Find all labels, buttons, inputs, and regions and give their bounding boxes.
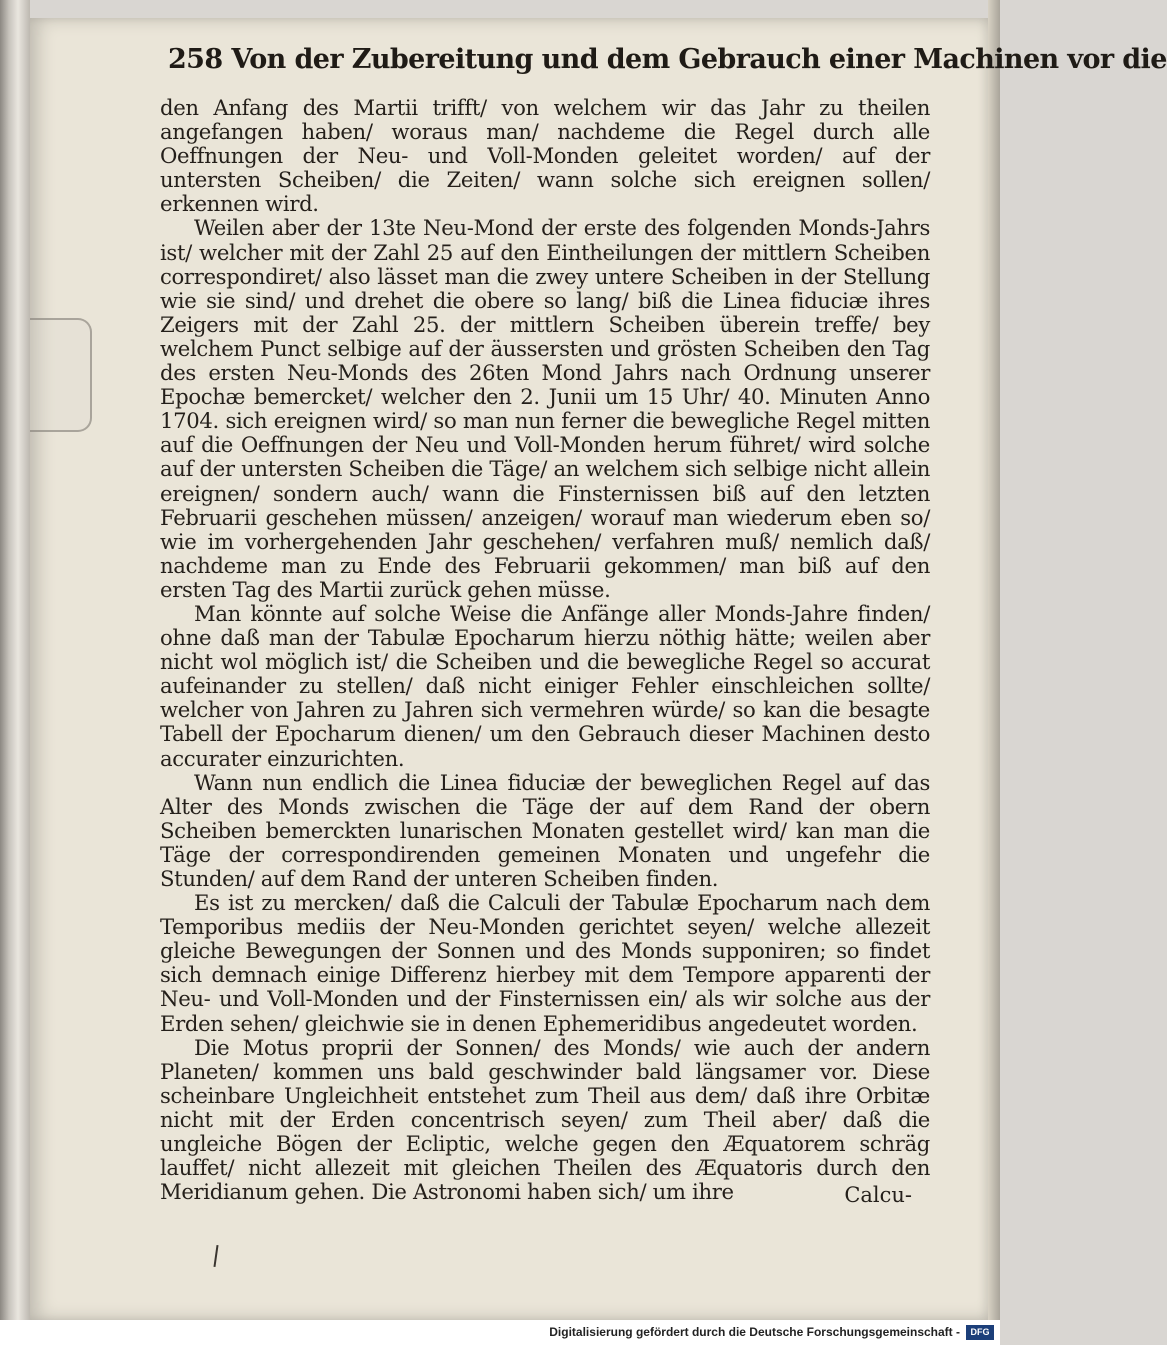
page-header [168,44,1167,75]
paragraph-2: Weilen aber der 13te Neu-Mond der erste des folgenden Monds-Jahrs ist/ welcher mit der Zahl 25 auf den Eintheilungen der mittlern Scheiben correspondiret/ also lässet man die zwey untere Scheiben in der Stellung wie sie sind/ und drehet die obere so lang/ biß die Linea fiduciæ ihres Zeigers mit der Zahl 25. der mittlern Scheiben überein treffe/ bey welchem Punct selbige auf der äussersten und grösten Scheiben den Tag des ersten Neu-Monds des 26ten Mond Jahrs nach Ordnung unserer Epochæ bemercket/ welcher den 2. Junii um 15 Uhr/ 40. Minuten Anno 1704. sich ereignen wird/ so man nun ferner die bewegliche Regel mitten auf die Oeffnungen der Neu und Voll-Monden herum führet/ wird solche auf der untersten Scheiben die Täge/ an welchem sich selbige nicht allein ereignen/ sondern auch/ wann die Finsternissen biß auf den letzten Februarii geschehen müssen/ anzeigen/ worauf man wiederum eben so/ wie im vorhergehenden Jahr geschehen/ verfahren muß/ nemlich daß/ nachdeme man zu Ende des Februarii gekommen/ man biß auf den ersten Tag des Martii zurück gehen müsse. [160,215,930,602]
catchword: Calcu- [844,1183,912,1207]
book-edge-left [0,0,30,1320]
page-clip-mark [30,318,92,432]
paragraph-1: den Anfang des Martii trifft/ von welchem wir das Jahr zu theilen angefangen haben/ woraus man/ nachdeme die Regel durch alle Oeffnungen der Neu- und Voll-Monden geleitet worden/ auf der untersten Scheiben/ die Zeiten/ wann solche sich ereignen sollen/ erkennen wird. [160,95,930,217]
paragraph-3: Man könnte auf solche Weise die Anfänge aller Monds-Jahre finden/ ohne daß man der Tabulæ Epocharum hierzu nöthig hätte; weilen aber nicht wol möglich ist/ die Scheiben und die bewegliche Regel so accurat aufeinander zu stellen/ daß nicht einiger Fehler einschleichen sollte/ welcher von Jahren zu Jahren sich vermehren würde/ so kan die besagte Tabell der Epocharum dienen/ um den Gebrauch dieser Machinen desto accurater einzurichten. [160,600,930,771]
paragraph-5: Es ist zu mercken/ daß die Calculi der Tabulæ Epocharum nach dem Temporibus mediis der Neu-Monden gerichtet seyen/ welche allezeit gleiche Bewegungen der Sonnen und des Monds supponiren; so findet sich demnach einige Differenz hierbey mit dem Tempore apparenti der Neu- und Voll-Monden und der Finsternissen ein/ als wir solche aus der Erden sehen/ gleichwie sie in denen Ephemeridibus angedeutet worden. [160,890,930,1036]
book-edge-right [988,0,1000,1320]
paragraph-4: Wann nun endlich die Linea fiduciæ der beweglichen Regel auf das Alter des Monds zwischen die Täge der auf dem Rand der obern Scheiben bemerckten lunarischen Monaten gestellet wird/ kan man die Täge der correspondirenden gemeinen Monaten und ungefehr die Stunden/ auf dem Rand der unteren Scheiben finden. [160,769,930,891]
page-number: 258 [168,44,223,75]
paragraph-6: Die Motus proprii der Sonnen/ des Monds/ wie auch der andern Planeten/ kommen uns bald geschwinder bald längsamer vor. Diese scheinbare Ungleichheit entstehet zum Theil aus dem/ daß ihre Orbitæ nicht mit der Erden concentrisch seyen/ zum Theil aber/ daß die ungleiche Bögen der Ecliptic, welche gegen den Æquatorem schräg lauffet/ nicht allezeit mit gleichen Theilen des Æquatoris durch den Meridianum gehen. Die Astronomi haben sich/ um ihre [160,1034,930,1205]
funding-credit: Digitalisierung gefördert durch die Deutsche Forschungsgemeinschaft - [549,1325,960,1339]
running-title: Von der Zubereitung und dem Gebrauch einer Machinen vor die [231,44,1167,75]
dfg-logo: DFG [966,1325,994,1340]
body-text [160,96,930,1204]
footer-bar [0,1320,1000,1345]
